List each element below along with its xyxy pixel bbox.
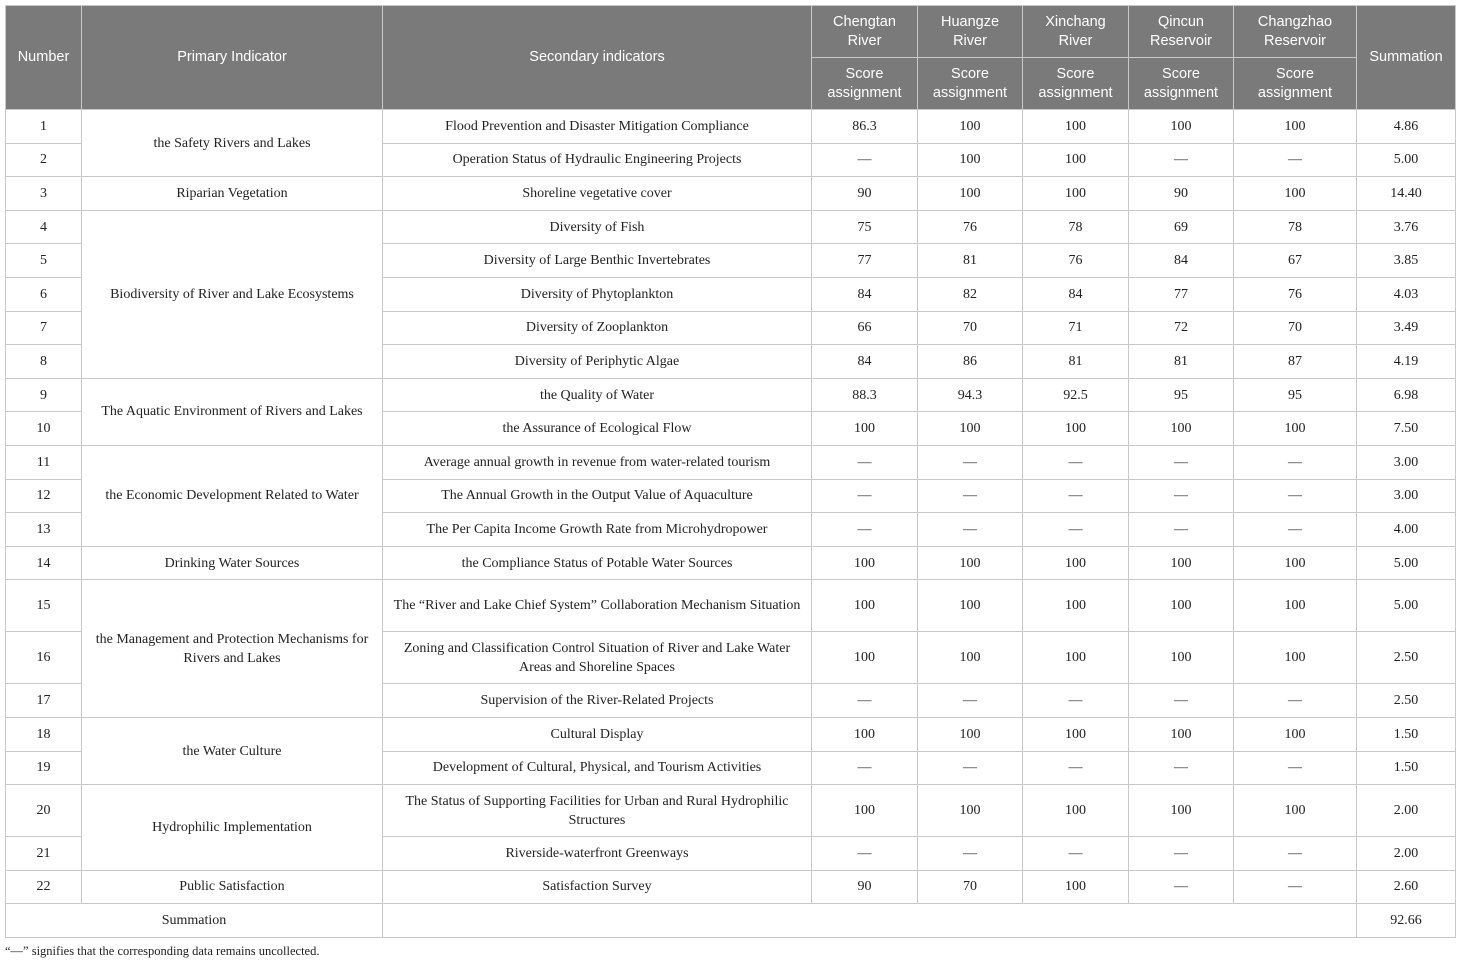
secondary-indicator: Supervision of the River-Related Projects <box>383 684 812 718</box>
row-number: 9 <box>6 378 82 412</box>
score-cell: 100 <box>918 632 1023 684</box>
row-number: 11 <box>6 445 82 479</box>
table-row <box>6 378 1456 412</box>
table-body <box>6 110 1456 938</box>
score-cell: 88.3 <box>812 378 918 412</box>
score-cell: — <box>1023 751 1129 785</box>
score-cell: — <box>1234 143 1357 177</box>
primary-indicator: Riparian Vegetation <box>82 177 383 211</box>
secondary-indicator: Diversity of Phytoplankton <box>383 277 812 311</box>
row-number: 6 <box>6 277 82 311</box>
score-cell: 100 <box>1234 412 1357 446</box>
score-cell: — <box>812 445 918 479</box>
row-number: 1 <box>6 110 82 144</box>
score-cell: 100 <box>1234 580 1357 632</box>
row-number: 12 <box>6 479 82 513</box>
secondary-indicator: Operation Status of Hydraulic Engineering Projects <box>383 143 812 177</box>
table-row <box>6 717 1456 751</box>
score-cell: 100 <box>1234 717 1357 751</box>
header-site-huangze: Huangze River <box>918 6 1023 58</box>
table-row <box>6 177 1456 211</box>
score-cell: 71 <box>1023 311 1129 345</box>
score-cell: 100 <box>1234 632 1357 684</box>
score-cell: 70 <box>918 311 1023 345</box>
score-cell: — <box>812 837 918 871</box>
score-cell: 100 <box>1023 546 1129 580</box>
score-cell: 90 <box>812 870 918 904</box>
score-cell: 100 <box>918 546 1023 580</box>
row-number: 15 <box>6 580 82 632</box>
row-number: 20 <box>6 785 82 837</box>
score-cell: 100 <box>812 717 918 751</box>
summation-cell: 7.50 <box>1357 412 1456 446</box>
score-cell: 100 <box>812 785 918 837</box>
score-cell: 76 <box>1023 244 1129 278</box>
score-cell: — <box>1234 513 1357 547</box>
score-cell: 100 <box>1023 143 1129 177</box>
score-cell: 100 <box>918 177 1023 211</box>
score-cell: 100 <box>1234 785 1357 837</box>
summation-cell: 4.03 <box>1357 277 1456 311</box>
score-cell: 100 <box>812 632 918 684</box>
secondary-indicator: the Compliance Status of Potable Water Sources <box>383 546 812 580</box>
score-cell: 95 <box>1129 378 1234 412</box>
summation-cell: 2.50 <box>1357 632 1456 684</box>
secondary-indicator: The Annual Growth in the Output Value of Aquaculture <box>383 479 812 513</box>
score-cell: 100 <box>918 110 1023 144</box>
score-cell: 86 <box>918 345 1023 379</box>
score-cell: 100 <box>1023 717 1129 751</box>
primary-indicator: Drinking Water Sources <box>82 546 383 580</box>
summation-cell: 14.40 <box>1357 177 1456 211</box>
score-cell: — <box>1234 684 1357 718</box>
summation-cell: 2.00 <box>1357 785 1456 837</box>
score-cell: 77 <box>1129 277 1234 311</box>
score-cell: 90 <box>812 177 918 211</box>
summation-cell: 1.50 <box>1357 751 1456 785</box>
score-cell: 100 <box>918 785 1023 837</box>
score-cell: — <box>1129 479 1234 513</box>
total-empty-span <box>383 904 1357 938</box>
score-cell: 100 <box>1129 785 1234 837</box>
secondary-indicator: The Per Capita Income Growth Rate from Microhydropower <box>383 513 812 547</box>
score-cell: 76 <box>1234 277 1357 311</box>
score-cell: — <box>1023 837 1129 871</box>
secondary-indicator: The “River and Lake Chief System” Collaboration Mechanism Situation <box>383 580 812 632</box>
secondary-indicator: Zoning and Classification Control Situation of River and Lake Water Areas and Shoreline Spaces <box>383 632 812 684</box>
primary-indicator: the Safety Rivers and Lakes <box>82 110 383 177</box>
score-cell: 81 <box>1023 345 1129 379</box>
secondary-indicator: Diversity of Fish <box>383 210 812 244</box>
score-cell: 76 <box>918 210 1023 244</box>
score-cell: 70 <box>1234 311 1357 345</box>
secondary-indicator: Shoreline vegetative cover <box>383 177 812 211</box>
summation-cell: 1.50 <box>1357 717 1456 751</box>
score-cell: — <box>812 143 918 177</box>
score-cell: 84 <box>812 345 918 379</box>
footnote: “—” signifies that the corresponding data remains uncollected. <box>5 944 320 958</box>
score-cell: — <box>1234 479 1357 513</box>
score-cell: — <box>1129 143 1234 177</box>
row-number: 5 <box>6 244 82 278</box>
table-row <box>6 546 1456 580</box>
indicator-table-container <box>5 5 1455 938</box>
score-cell: 67 <box>1234 244 1357 278</box>
summation-cell: 5.00 <box>1357 546 1456 580</box>
header-summation: Summation <box>1357 6 1456 110</box>
header-row-top <box>6 6 1456 58</box>
total-row <box>6 904 1456 938</box>
summation-cell: 4.19 <box>1357 345 1456 379</box>
secondary-indicator: Diversity of Periphytic Algae <box>383 345 812 379</box>
secondary-indicator: Diversity of Large Benthic Invertebrates <box>383 244 812 278</box>
score-cell: 75 <box>812 210 918 244</box>
secondary-indicator: Riverside-waterfront Greenways <box>383 837 812 871</box>
score-cell: 100 <box>918 412 1023 446</box>
primary-indicator: the Economic Development Related to Water <box>82 445 383 546</box>
score-cell: — <box>1234 837 1357 871</box>
score-cell: — <box>1129 837 1234 871</box>
score-cell: — <box>1129 870 1234 904</box>
score-cell: 100 <box>1129 717 1234 751</box>
table-row <box>6 445 1456 479</box>
score-cell: 100 <box>1129 412 1234 446</box>
score-cell: — <box>918 513 1023 547</box>
row-number: 19 <box>6 751 82 785</box>
table-row <box>6 110 1456 144</box>
score-cell: 94.3 <box>918 378 1023 412</box>
score-cell: 84 <box>1023 277 1129 311</box>
row-number: 8 <box>6 345 82 379</box>
row-number: 2 <box>6 143 82 177</box>
header-site-qincun: Qincun Reservoir <box>1129 6 1234 58</box>
score-cell: 92.5 <box>1023 378 1129 412</box>
header-site-changzhao: Changzhao Reservoir <box>1234 6 1357 58</box>
header-number: Number <box>6 6 82 110</box>
score-cell: — <box>1023 479 1129 513</box>
row-number: 4 <box>6 210 82 244</box>
secondary-indicator: Diversity of Zooplankton <box>383 311 812 345</box>
score-cell: 100 <box>1023 110 1129 144</box>
header-score-assignment: Score assignment <box>1129 58 1234 110</box>
primary-indicator: the Water Culture <box>82 717 383 784</box>
score-cell: 70 <box>918 870 1023 904</box>
table-row <box>6 210 1456 244</box>
secondary-indicator: Flood Prevention and Disaster Mitigation Compliance <box>383 110 812 144</box>
score-cell: 100 <box>1234 110 1357 144</box>
summation-cell: 3.76 <box>1357 210 1456 244</box>
secondary-indicator: Development of Cultural, Physical, and Tourism Activities <box>383 751 812 785</box>
primary-indicator: Hydrophilic Implementation <box>82 785 383 871</box>
score-cell: 100 <box>1129 632 1234 684</box>
row-number: 18 <box>6 717 82 751</box>
row-number: 22 <box>6 870 82 904</box>
score-cell: 100 <box>1023 785 1129 837</box>
row-number: 17 <box>6 684 82 718</box>
score-cell: — <box>1129 751 1234 785</box>
primary-indicator: the Management and Protection Mechanisms for Rivers and Lakes <box>82 580 383 718</box>
score-cell: 66 <box>812 311 918 345</box>
table-row <box>6 870 1456 904</box>
score-cell: — <box>1023 513 1129 547</box>
score-cell: 84 <box>812 277 918 311</box>
summation-cell: 2.50 <box>1357 684 1456 718</box>
table-row <box>6 785 1456 837</box>
score-cell: 100 <box>918 580 1023 632</box>
score-cell: 81 <box>1129 345 1234 379</box>
score-cell: — <box>918 751 1023 785</box>
score-cell: — <box>1023 445 1129 479</box>
row-number: 14 <box>6 546 82 580</box>
header-score-assignment: Score assignment <box>1234 58 1357 110</box>
score-cell: 100 <box>1234 546 1357 580</box>
score-cell: 90 <box>1129 177 1234 211</box>
row-number: 7 <box>6 311 82 345</box>
score-cell: 100 <box>812 412 918 446</box>
row-number: 16 <box>6 632 82 684</box>
summation-cell: 2.60 <box>1357 870 1456 904</box>
score-cell: 100 <box>1023 177 1129 211</box>
header-score-assignment: Score assignment <box>812 58 918 110</box>
primary-indicator: The Aquatic Environment of Rivers and Lakes <box>82 378 383 445</box>
header-secondary-indicators: Secondary indicators <box>383 6 812 110</box>
primary-indicator: Public Satisfaction <box>82 870 383 904</box>
score-cell: — <box>918 684 1023 718</box>
row-number: 10 <box>6 412 82 446</box>
row-number: 3 <box>6 177 82 211</box>
summation-cell: 3.49 <box>1357 311 1456 345</box>
score-cell: 69 <box>1129 210 1234 244</box>
summation-cell: 6.98 <box>1357 378 1456 412</box>
score-cell: 100 <box>1023 412 1129 446</box>
score-cell: — <box>812 479 918 513</box>
secondary-indicator: Average annual growth in revenue from water-related tourism <box>383 445 812 479</box>
score-cell: 87 <box>1234 345 1357 379</box>
secondary-indicator: Satisfaction Survey <box>383 870 812 904</box>
summation-cell: 3.00 <box>1357 479 1456 513</box>
score-cell: — <box>1234 870 1357 904</box>
summation-cell: 4.00 <box>1357 513 1456 547</box>
score-cell: 100 <box>1129 546 1234 580</box>
summation-cell: 5.00 <box>1357 580 1456 632</box>
score-cell: 100 <box>1129 110 1234 144</box>
row-number: 13 <box>6 513 82 547</box>
score-cell: 82 <box>918 277 1023 311</box>
score-cell: 100 <box>812 580 918 632</box>
score-cell: 100 <box>918 717 1023 751</box>
header-site-xinchang: Xinchang River <box>1023 6 1129 58</box>
score-cell: — <box>1129 445 1234 479</box>
summation-cell: 4.86 <box>1357 110 1456 144</box>
indicator-score-table <box>5 5 1456 938</box>
primary-indicator: Biodiversity of River and Lake Ecosystems <box>82 210 383 378</box>
score-cell: — <box>918 479 1023 513</box>
secondary-indicator: Cultural Display <box>383 717 812 751</box>
total-value: 92.66 <box>1357 904 1456 938</box>
score-cell: — <box>812 751 918 785</box>
score-cell: 100 <box>1023 580 1129 632</box>
score-cell: 100 <box>1023 870 1129 904</box>
score-cell: — <box>812 684 918 718</box>
score-cell: 100 <box>1234 177 1357 211</box>
score-cell: 81 <box>918 244 1023 278</box>
score-cell: — <box>918 445 1023 479</box>
score-cell: 100 <box>918 143 1023 177</box>
summation-cell: 5.00 <box>1357 143 1456 177</box>
score-cell: 84 <box>1129 244 1234 278</box>
score-cell: 100 <box>1023 632 1129 684</box>
score-cell: — <box>812 513 918 547</box>
header-primary-indicator: Primary Indicator <box>82 6 383 110</box>
score-cell: 78 <box>1234 210 1357 244</box>
secondary-indicator: the Quality of Water <box>383 378 812 412</box>
score-cell: 72 <box>1129 311 1234 345</box>
score-cell: 95 <box>1234 378 1357 412</box>
score-cell: — <box>1234 445 1357 479</box>
header-score-assignment: Score assignment <box>918 58 1023 110</box>
table-row <box>6 580 1456 632</box>
header-site-chengtan: Chengtan River <box>812 6 918 58</box>
summation-cell: 3.00 <box>1357 445 1456 479</box>
score-cell: — <box>1129 513 1234 547</box>
score-cell: 77 <box>812 244 918 278</box>
secondary-indicator: the Assurance of Ecological Flow <box>383 412 812 446</box>
total-label: Summation <box>6 904 383 938</box>
score-cell: — <box>1023 684 1129 718</box>
row-number: 21 <box>6 837 82 871</box>
header-score-assignment: Score assignment <box>1023 58 1129 110</box>
summation-cell: 3.85 <box>1357 244 1456 278</box>
score-cell: 100 <box>812 546 918 580</box>
score-cell: 86.3 <box>812 110 918 144</box>
summation-cell: 2.00 <box>1357 837 1456 871</box>
secondary-indicator: The Status of Supporting Facilities for Urban and Rural Hydrophilic Structures <box>383 785 812 837</box>
score-cell: — <box>1129 684 1234 718</box>
score-cell: — <box>1234 751 1357 785</box>
score-cell: 100 <box>1129 580 1234 632</box>
score-cell: 78 <box>1023 210 1129 244</box>
score-cell: — <box>918 837 1023 871</box>
